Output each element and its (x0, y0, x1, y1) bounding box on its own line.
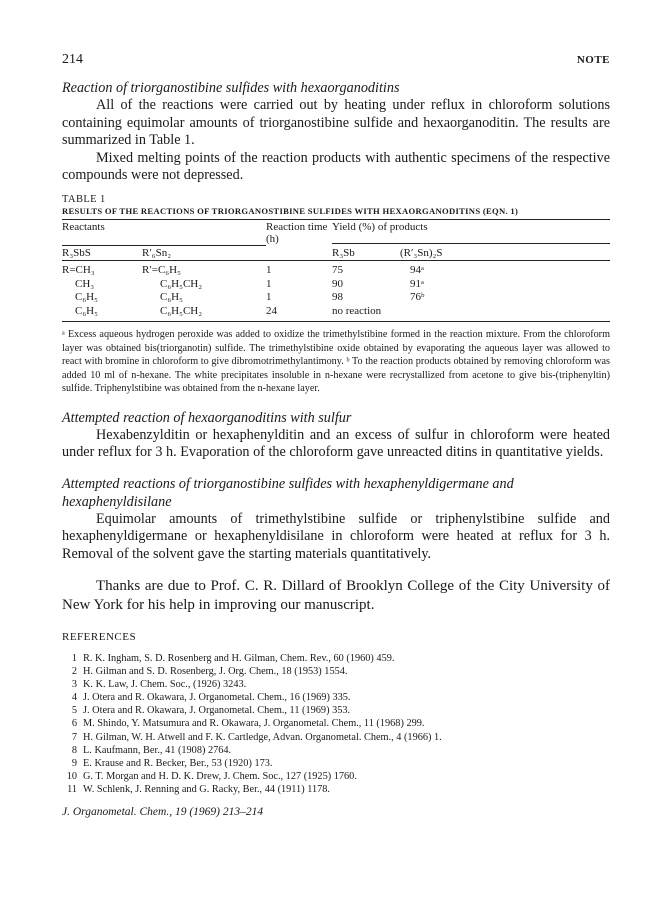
reference-text: E. Krause and R. Becker, Ber., 53 (1920) 173. (83, 757, 273, 769)
section-1-paragraph-2: Mixed melting points of the reaction products with authentic specimens of the respective compounds were not depressed. (62, 149, 610, 183)
acknowledgement: Thanks are due to Prof. C. R. Dillard of Brooklyn College of the City University of New York for his help in improving our manuscript. (62, 578, 610, 613)
reference-text: G. T. Morgan and H. D. K. Drew, J. Chem. Soc., 127 (1925) 1760. (83, 770, 357, 782)
reference-text: J. Otera and R. Okawara, J. Organometal. Chem., 11 (1969) 353. (83, 705, 351, 717)
reference-number: 3 (71, 679, 77, 691)
subheader-r3sbs: R₃SbS (62, 246, 142, 261)
section-3 (62, 475, 610, 564)
reference-text: W. Schlenk, J. Renning and G. Racky, Ber., 44 (1911) 1178. (83, 783, 330, 795)
table-row: C₆H₅ C₆H₅ 1 98 76ᵇ (75, 291, 425, 303)
reference-item (62, 770, 610, 783)
subheader-r3sb: R₃Sb (332, 246, 355, 259)
reference-item (62, 783, 610, 796)
section-2-heading: Attempted reaction of hexaorganoditins with sulfur (62, 409, 352, 426)
journal-citation: J. Organometal. Chem., 19 (1969) 213–214 (62, 806, 264, 819)
reference-item (62, 704, 610, 717)
section-2-paragraph: Hexabenzylditin or hexaphenylditin and an excess of sulfur in chloroform were heated under reflux for 3 h. Evaporation of the chloroform gave unreacted ditins in quantitative yields. (62, 426, 610, 460)
table-1 (62, 194, 610, 396)
reference-item (62, 665, 610, 678)
reference-number: 6 (71, 718, 77, 730)
section-3-heading: Attempted reactions of triorganostibine sulfides with hexaphenyldigermane and hexaphenyldisilane (62, 475, 514, 510)
header-reaction-time: Reaction time (h) (266, 220, 328, 245)
table-title: RESULTS OF THE REACTIONS OF TRIORGANOSTIBINE SULFIDES WITH HEXAORGANODITINS (EQN. 1) (62, 205, 519, 216)
references-list (62, 652, 610, 796)
reference-item (62, 652, 610, 665)
reference-item (62, 757, 610, 770)
table-footnote: ᵃ Excess aqueous hydrogen peroxide was added to oxidize the trimethylstibine formed in the reaction mixture. From the chloroform layer was obtained bis(triorganotin) sulfide. The trimethylstibine oxide obtained by evaporating the aqueous layer was allowed to react with bromine in chloroform to give dibromotrimethylantimony. ᵇ To the reaction products obtained by removing chloroform was added 10 ml of n-hexane. The white precipitates insoluble in n-hexane were recrystallized from acetone to give bis-(triphenyltin) sulfide. Triphenylstibine was obtained from the n-hexane layer. (62, 329, 610, 394)
reference-number: 1 (71, 653, 77, 664)
table-row: CH₃ C₆H₅CH₂ 1 90 91ᵃ (75, 277, 425, 290)
section-2 (62, 409, 610, 462)
page-number: 214 (62, 52, 83, 67)
reference-number: 7 (71, 731, 77, 743)
section-1 (62, 79, 610, 185)
reference-item (62, 717, 610, 730)
section-1-heading: Reaction of triorganostibine sulfides with hexaorganoditins (62, 80, 400, 96)
reference-number: 9 (71, 757, 77, 769)
reference-text: J. Otera and R. Okawara, J. Organometal. Chem., 16 (1969) 335. (83, 692, 351, 704)
results-table (62, 219, 610, 323)
table-row: R=CH₃ R′=C₆H₅ 1 75 94ᵃ (62, 264, 425, 276)
reference-item (62, 731, 610, 744)
subheader-r6sn2: R′₆Sn₂ (142, 246, 266, 261)
section-label: NOTE (576, 54, 610, 66)
reference-number: 5 (71, 705, 77, 717)
paper-page (62, 52, 610, 818)
reference-text: K. K. Law, J. Chem. Soc., (1926) 3243. (83, 679, 247, 691)
reference-number: 11 (67, 783, 77, 795)
header-reactants: Reactants (62, 220, 105, 233)
table-row: C₆H₅ C₆H₅CH₂ 24 no reaction (62, 305, 610, 322)
running-header (62, 52, 610, 68)
table-caption: TABLE 1 (62, 193, 106, 205)
reference-item (62, 678, 610, 691)
reference-item (62, 691, 610, 704)
reference-number: 4 (71, 692, 77, 704)
section-3-paragraph: Equimolar amounts of trimethylstibine sulfide or triphenylstibine sulfide and hexaphenyldigermane or hexaphenyldisilane in chloroform were heated at reflux for 3 h. Removal of the solvent gave the starting materials quantitatively. (62, 510, 610, 562)
references-heading: REFERENCES (62, 631, 137, 643)
reference-text: H. Gilman and S. D. Rosenberg, J. Org. Chem., 18 (1953) 1554. (83, 666, 348, 678)
section-1-paragraph-1: All of the reactions were carried out by heating under reflux in chloroform solutions containing equimolar amounts of triorganostibine sulfide and hexaorganoditin. The results are summarized in Table 1. (62, 97, 610, 148)
reference-number: 8 (71, 744, 77, 756)
header-yield: Yield (%) of products (332, 220, 428, 233)
reference-text: H. Gilman, W. H. Atwell and F. K. Cartledge, Advan. Organometal. Chem., 4 (1966) 1. (83, 731, 442, 743)
reference-text: M. Shindo, Y. Matsumura and R. Okawara, J. Organometal. Chem., 11 (1968) 299. (83, 718, 425, 730)
reference-number: 2 (71, 666, 77, 678)
reference-number: 10 (66, 770, 77, 782)
reference-text: R. K. Ingham, S. D. Rosenberg and H. Gilman, Chem. Rev., 60 (1960) 459. (83, 653, 395, 664)
reference-text: L. Kaufmann, Ber., 41 (1908) 2764. (83, 744, 232, 756)
subheader-r3sn2s: (R′₃Sn)₂S (400, 246, 443, 259)
reference-item (62, 744, 610, 757)
